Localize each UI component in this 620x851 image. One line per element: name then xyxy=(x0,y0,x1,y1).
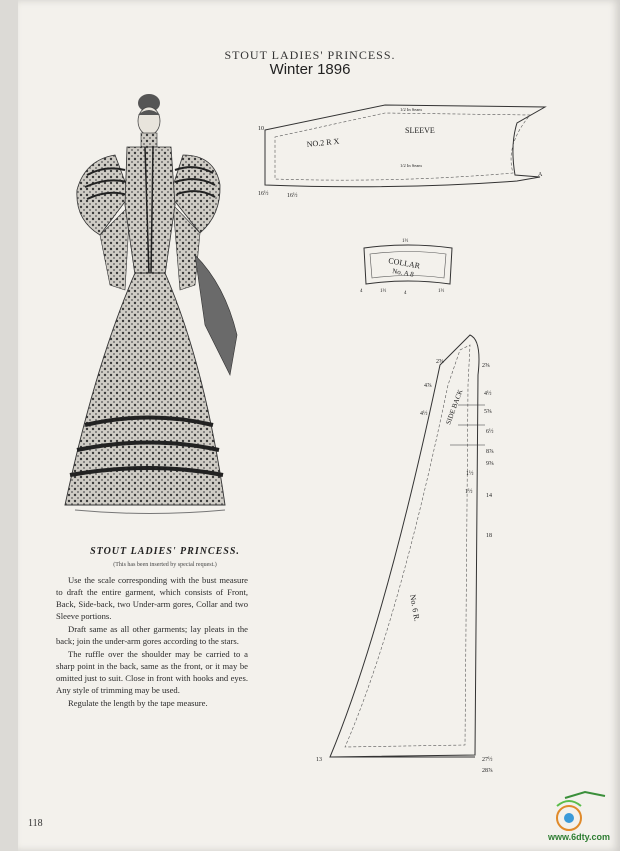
mark-a: A xyxy=(538,172,543,178)
collar-mark: 4 xyxy=(360,289,363,294)
collar-mark: 4 xyxy=(404,291,407,296)
right-mark: 14 xyxy=(486,493,492,499)
bottom-right-mark: 27½ xyxy=(482,757,493,763)
dress-illustration xyxy=(55,85,245,525)
page-heading: STOUT LADIES' PRINCESS. xyxy=(224,48,396,62)
article-body xyxy=(56,574,248,710)
paragraph: Use the scale corresponding with the bust measure to draft the entire garment, which consists of Front, Back, Side-back, two Under-arm gores, Collar and two Sleeve portions. xyxy=(56,575,248,621)
right-mark: 6½ xyxy=(486,429,494,435)
seam-note-bottom: 1/2 In Seam xyxy=(400,163,422,168)
bottom-left-mark: 13 xyxy=(316,757,322,763)
left-mark: 4½ xyxy=(420,411,428,417)
middle-mark: 1½ xyxy=(465,489,473,495)
sleeve-mark: 10 xyxy=(258,126,264,132)
paragraph: Draft same as all other garments; lay pleats in the back; join the under-arm gores according to the stars. xyxy=(56,624,248,646)
collar-name-label: COLLAR xyxy=(387,256,421,271)
right-mark: 5⅝ xyxy=(484,409,492,415)
collar-piece-label: No. A 8 xyxy=(391,267,415,279)
seam-note-top: 1/2 In Seam xyxy=(400,107,422,112)
right-mark: 18 xyxy=(486,533,492,539)
side-back-pattern xyxy=(310,325,510,780)
paragraph: Regulate the length by the tape measure. xyxy=(68,698,208,708)
sleeve-pattern xyxy=(255,95,575,210)
watermark-text: www.6dty.com xyxy=(548,832,611,842)
right-mark: 8⅞ xyxy=(486,449,494,455)
right-mark: 4½ xyxy=(484,391,492,397)
side-back-piece-label: No. 6 R. xyxy=(408,593,422,623)
article-note: (This has been inserted by special request.) xyxy=(113,562,217,568)
sleeve-mark: 16½ xyxy=(287,193,298,199)
sleeve-mark: 16½ xyxy=(258,191,269,197)
page-subheading: Winter 1896 xyxy=(269,61,351,78)
collar-mark: 1½ xyxy=(402,239,409,244)
side-back-name-label: SIDE BACK xyxy=(444,388,465,426)
middle-mark: 1½ xyxy=(466,471,474,477)
left-mark: 4⅞ xyxy=(424,383,432,389)
right-mark: 9⅝ xyxy=(486,461,494,467)
bottom-right-mark: 28⅞ xyxy=(482,768,493,774)
paragraph: The ruffle over the shoulder may be carried to a sharp point in the back, same as the front, or it may be omitted just to suit. Close in front with hooks and eyes. Any style of trimming may be used. xyxy=(56,649,248,695)
page-number: 118 xyxy=(28,818,43,829)
left-mark: 2⅝ xyxy=(436,359,444,365)
sleeve-piece-label: NO.2 R X xyxy=(306,136,340,149)
right-mark: 2⅝ xyxy=(482,363,490,369)
collar-mark: 1½ xyxy=(438,289,445,294)
article-title: STOUT LADIES' PRINCESS. xyxy=(90,546,240,557)
collar-pattern xyxy=(358,236,458,296)
sleeve-name-label: SLEEVE xyxy=(405,126,435,135)
collar-mark: 1½ xyxy=(380,289,387,294)
